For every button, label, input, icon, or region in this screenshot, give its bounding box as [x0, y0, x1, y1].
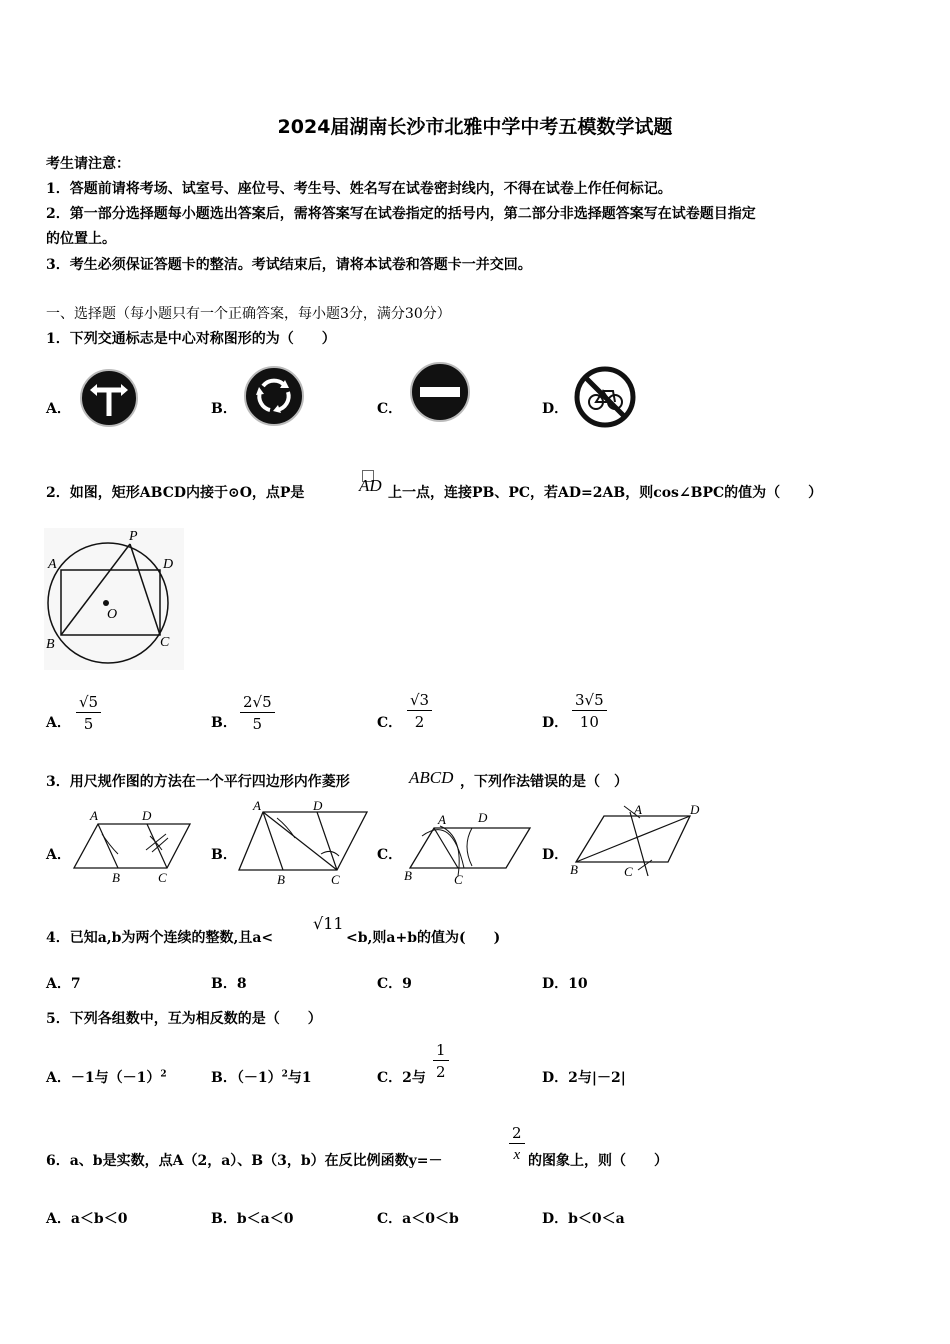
q5-option-c-den: 2 [436, 1063, 446, 1081]
q2-option-b-den: 5 [252, 715, 263, 733]
page-title: 2024届湖南长沙市北雅中学中考五模数学试题 [277, 116, 673, 138]
q5-option-c-fraction [433, 1040, 449, 1083]
q5-option-b-tail: 与1 [287, 1070, 312, 1086]
q2-option-a-num: √5 [76, 692, 101, 713]
q2-option-b-fraction [240, 692, 275, 735]
q6-stem-b: 的图象上，则（ ） [528, 1153, 668, 1169]
q2-arc-label [359, 470, 382, 502]
q6-option-b: B．b＜a＜0 [211, 1211, 294, 1227]
fig-a-label-b: B [112, 870, 120, 885]
q2-option-a-fraction [76, 692, 101, 735]
q5-option-c: C．2与 [377, 1070, 426, 1086]
q3-figure-a [70, 806, 195, 888]
fig-d-label-a: A [634, 802, 642, 817]
q4-option-d: D．10 [542, 976, 588, 992]
q3-figure-b [235, 798, 370, 890]
q2-option-b-num: 2√5 [240, 692, 275, 713]
q6-fraction [509, 1123, 525, 1166]
q3-option-b-label: B． [211, 847, 237, 863]
q6-option-c: C．a＜0＜b [377, 1211, 459, 1227]
q5-option-a-sup: 2 [160, 1069, 167, 1080]
fig-d-label-b: B [570, 862, 578, 877]
section-heading: 一、选择题（每小题只有一个正确答案，每小题3分，满分30分） [46, 306, 451, 322]
fig-label-b: B [46, 637, 55, 652]
fig-b-label-d: D [313, 798, 323, 813]
q6-frac-den: x [513, 1147, 521, 1163]
q6-option-d: D．b＜0＜a [542, 1211, 625, 1227]
fig-label-d: D [163, 557, 174, 572]
q5-stem: 5．下列各组数中，互为相反数的是（ ） [46, 1011, 322, 1027]
q1-stem: 1．下列交通标志是中心对称图形的为（ ） [46, 331, 336, 347]
q3-figure-d [568, 800, 708, 886]
q5-option-a-text: A．－1与（－1） [46, 1070, 161, 1086]
q5-option-b [211, 1067, 312, 1087]
q2-option-c-fraction [407, 690, 432, 733]
q1-option-c-label: C． [377, 401, 403, 417]
fig-b-label-c: C [331, 872, 340, 887]
q3-stem-a: 3．用尺规作图的方法在一个平行四边形内作菱形 [46, 774, 350, 790]
q2-option-d-label: D． [542, 715, 569, 731]
q5-option-b-sup: 2 [281, 1069, 288, 1080]
q3-option-c-label: C． [377, 847, 403, 863]
q4-option-c: C．9 [377, 976, 412, 992]
q4-option-a: A．7 [46, 976, 81, 992]
q6-frac-num: 2 [509, 1123, 525, 1144]
turn-sign-icon [78, 368, 140, 428]
q3-abcd: ABCD [409, 768, 454, 787]
q4-sqrt: √11 [313, 914, 344, 933]
q2-stem-a: 2．如图，矩形ABCD内接于⊙O，点P是 [46, 485, 305, 501]
fig-c-label-b: B [404, 868, 412, 883]
q6-option-a: A．a＜b＜0 [46, 1211, 128, 1227]
q2-option-a-label: A． [46, 715, 71, 731]
q4-stem-a: 4．已知a,b为两个连续的整数,且a< [46, 930, 274, 946]
q4-option-b: B．8 [211, 976, 247, 992]
fig-c-label-c: C [454, 872, 463, 887]
q2-arc-text: AD [359, 476, 382, 495]
q5-option-a [46, 1067, 167, 1087]
q2-option-c-num: √3 [407, 690, 432, 711]
no-entry-sign-icon [409, 362, 471, 422]
q3-option-d-label: D． [542, 847, 569, 863]
fig-d-label-c: C [624, 864, 633, 879]
q3-stem-b: ，下列作法错误的是（ ） [460, 774, 628, 790]
q1-option-b-label: B． [211, 401, 237, 417]
notice-line-2: 2．第一部分选择题每小题选出答案后，需将答案写在试卷指定的括号内，第二部分非选择题答案写在试卷题目指定 [46, 206, 756, 222]
fig-b-label-a: A [253, 798, 261, 813]
fig-a-label-d: D [142, 808, 152, 823]
notice-line-3: 3．考生必须保证答题卡的整洁。考试结束后，请将本试卷和答题卡一并交回。 [46, 257, 532, 273]
q3-figure-c [402, 806, 534, 888]
q1-option-a-label: A． [46, 401, 71, 417]
fig-b-label-b: B [277, 872, 285, 887]
roundabout-sign-icon [243, 366, 305, 426]
q2-option-d-fraction [572, 690, 607, 733]
q2-option-c-label: C． [377, 715, 403, 731]
q2-option-d-den: 10 [579, 713, 599, 731]
q2-option-d-num: 3√5 [572, 690, 607, 711]
q5-option-d: D．2与|－2| [542, 1070, 626, 1086]
q2-stem-b: 上一点，连接PB、PC，若AD=2AB，则cos∠BPC的值为（ ） [388, 485, 823, 501]
fig-label-p: P [129, 529, 138, 544]
fig-label-c: C [160, 635, 170, 650]
q2-circle-rectangle-figure [44, 528, 184, 670]
fig-label-a: A [48, 557, 57, 572]
q2-option-c-den: 2 [414, 713, 425, 731]
fig-a-label-c: C [158, 870, 167, 885]
fig-d-label-d: D [690, 802, 700, 817]
fig-label-o: O [107, 607, 118, 622]
q4-stem-b: <b,则a+b的值为( ) [346, 930, 501, 946]
no-bicycle-sign-icon [574, 366, 636, 428]
q5-option-b-text: B．（－1） [211, 1070, 282, 1086]
q6-stem-a: 6．a、b是实数，点A（2，a）、B（3，b）在反比例函数y=－ [46, 1153, 443, 1169]
q2-option-a-den: 5 [83, 715, 94, 733]
q3-option-a-label: A． [46, 847, 71, 863]
q1-option-d-label: D． [542, 401, 569, 417]
notice-line-2-cont: 的位置上。 [46, 231, 116, 247]
notice-line-1: 1．答题前请将考场、试室号、座位号、考生号、姓名写在试卷密封线内，不得在试卷上作任何标记。 [46, 181, 672, 197]
notice-heading: 考生请注意： [46, 156, 130, 172]
q5-option-c-num: 1 [433, 1040, 449, 1061]
q2-option-b-label: B． [211, 715, 237, 731]
fig-a-label-a: A [90, 808, 98, 823]
fig-c-label-a: A [438, 812, 446, 827]
fig-c-label-d: D [478, 810, 488, 825]
